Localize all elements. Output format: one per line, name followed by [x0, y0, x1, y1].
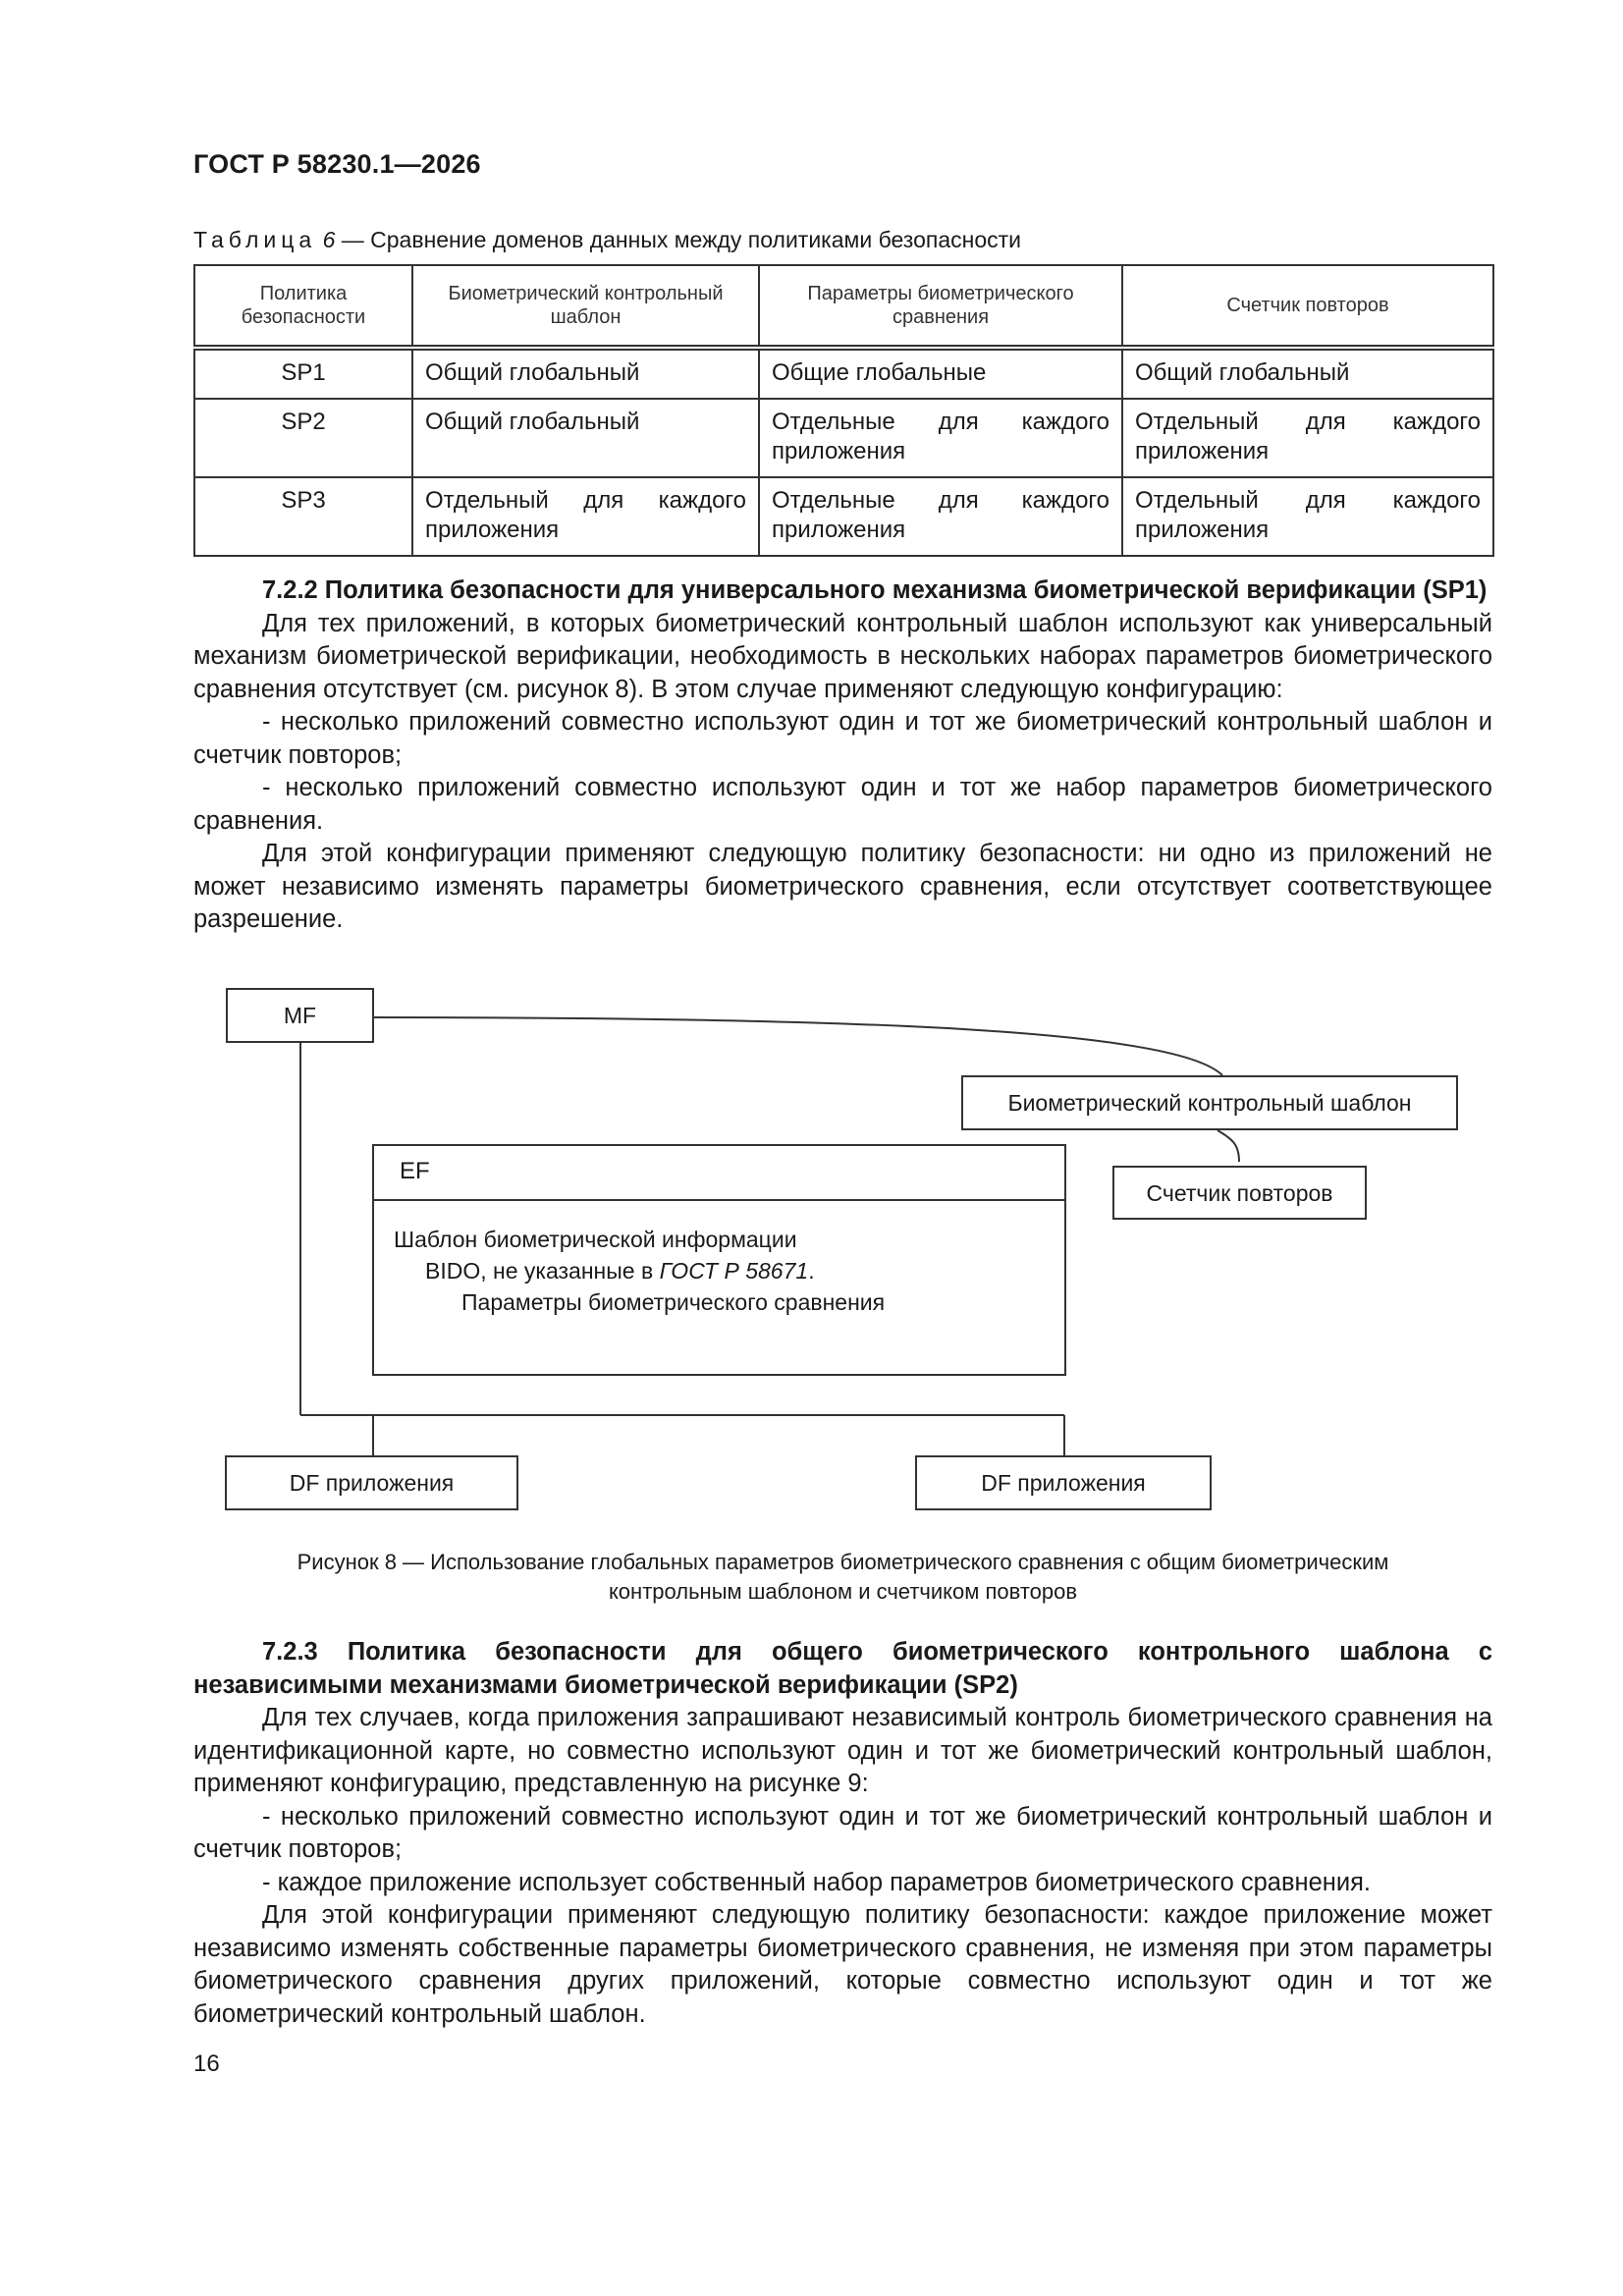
- table-cell: Отдельный для каждого приложения: [1122, 399, 1493, 477]
- ef-box: [372, 1144, 1066, 1376]
- df-right-box: [915, 1455, 1212, 1510]
- ef-label: EF: [400, 1158, 430, 1184]
- paragraph: Для тех случаев, когда приложения запрашивают независимый контроль биометрического сравнения на идентификационной карте, но совместно используют один и тот же биометрический контрольный шаблон, применяют конфигурацию, представленную на рисунке 9:: [193, 1704, 1492, 1797]
- mf-to-template-connector: [374, 1017, 1222, 1075]
- ef-line-1: Шаблон биометрической информации: [394, 1227, 797, 1252]
- table-header-cell: Биометрический контрольный шаблон: [412, 265, 759, 348]
- counter-label: Счетчик повторов: [1146, 1180, 1333, 1206]
- table-cell: SP1: [194, 348, 412, 399]
- paragraph: Для этой конфигурации применяют следующую политику безопасности: каждое приложение может независимо изменять собственные параметры биометрического сравнения, не изменяя при этом параметры биометрического сравнения других приложений, которые совместно используют один и тот же биометрический контрольный шаблон.: [193, 1901, 1492, 2028]
- df-left-label: DF приложения: [289, 1470, 455, 1496]
- ef-header: [374, 1146, 1064, 1201]
- section-7-2-3: [193, 1636, 1492, 2031]
- table-cell: Общие глобальные: [759, 348, 1122, 399]
- template-to-counter-connector: [1217, 1130, 1239, 1162]
- mf-box: [226, 988, 374, 1043]
- table-cell: Общий глобальный: [1122, 348, 1493, 399]
- table-cell: Отдельный для каждого приложения: [1122, 477, 1493, 556]
- table-cell: Общий глобальный: [412, 399, 759, 477]
- table-header-cell: Параметры биометрического сравнения: [759, 265, 1122, 348]
- list-item: - несколько приложений совместно используют один и тот же биометрический контрольный шаблон и счетчик повторов;: [193, 1802, 1492, 1863]
- figure-caption: [193, 1548, 1492, 1607]
- counter-box: [1112, 1166, 1367, 1220]
- ef-line-2: [425, 1255, 815, 1286]
- df-right-label: DF приложения: [981, 1470, 1146, 1496]
- template-box: [961, 1075, 1458, 1130]
- figure-caption-line-2: контрольным шаблоном и счетчиком повторов: [608, 1579, 1078, 1604]
- table-caption-word: Таблица: [193, 227, 317, 252]
- list-item: - несколько приложений совместно используют один и тот же набор параметров биометрического сравнения.: [193, 774, 1492, 835]
- table-header-cell: Политика безопасности: [194, 265, 412, 348]
- list-item: - каждое приложение использует собственный набор параметров биометрического сравнения.: [262, 1868, 1371, 1896]
- table-cell: Отдельные для каждого приложения: [759, 399, 1122, 477]
- section-heading: 7.2.3 Политика безопасности для общего биометрического контрольного шаблона с независимыми механизмами биометрической верификации (SP2): [193, 1638, 1492, 1699]
- table-cell: Общий глобальный: [412, 348, 759, 399]
- ef-line-3: Параметры биометрического сравнения: [461, 1289, 886, 1315]
- table-caption-number: 6: [322, 227, 336, 252]
- table-caption-text: — Сравнение доменов данных между политиками безопасности: [335, 227, 1021, 252]
- mf-label: MF: [283, 1003, 317, 1028]
- document-header: ГОСТ Р 58230.1—2026: [193, 149, 481, 179]
- ef-line-2-prefix: BIDO, не указанные в: [425, 1258, 660, 1284]
- figure-caption-line-1: Рисунок 8 — Использование глобальных параметров биометрического сравнения с общим биометрическим: [297, 1550, 1389, 1574]
- paragraph: Для этой конфигурации применяют следующую политику безопасности: ни одно из приложений не может независимо изменять параметры биометрического сравнения, если отсутствует соответствующее разрешение.: [193, 840, 1492, 933]
- template-label: Биометрический контрольный шаблон: [1007, 1090, 1412, 1116]
- paragraph: Для тех приложений, в которых биометрический контрольный шаблон используют как универсальный механизм биометрической верификации, необходимость в нескольких наборах параметров биометрического сравнения отсутствует (см. рисунок 8). В этом случае применяют следующую конфигурацию:: [193, 609, 1492, 703]
- ef-line-2-suffix: .: [808, 1258, 815, 1284]
- table-header-cell: Счетчик повторов: [1122, 265, 1493, 348]
- list-item: - несколько приложений совместно используют один и тот же биометрический контрольный шаблон и счетчик повторов;: [193, 708, 1492, 769]
- table-cell: Отдельные для каждого приложения: [759, 477, 1122, 556]
- table-cell: SP2: [194, 399, 412, 477]
- table-cell: Отдельный для каждого приложения: [412, 477, 759, 556]
- df-left-box: [225, 1455, 518, 1510]
- ef-line-2-reference: ГОСТ Р 58671: [659, 1258, 809, 1284]
- section-heading: 7.2.2 Политика безопасности для универсального механизма биометрической верификации (SP1): [262, 576, 1488, 604]
- table-cell: SP3: [194, 477, 412, 556]
- page-number: 16: [193, 2050, 220, 2077]
